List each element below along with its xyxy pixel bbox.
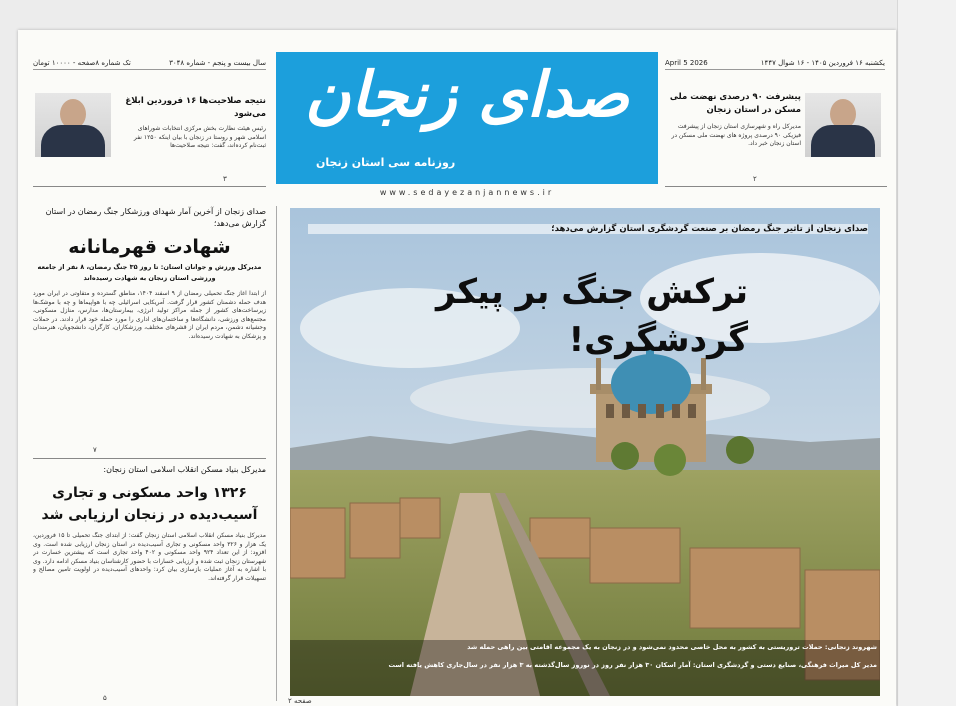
left-story-2 — [33, 464, 266, 704]
divider — [33, 186, 266, 187]
top-right-story — [665, 75, 887, 187]
story-page-ref: ۲ — [753, 175, 757, 183]
left-story-1 — [33, 206, 266, 456]
divider — [665, 186, 887, 187]
issue-number: سال بیست و پنجم - شماره ۳۰۴۸ — [169, 59, 266, 67]
tagline: روزنامه سی استان زنجان — [316, 156, 456, 169]
main-story-kicker: صدای زنجان از تاثیر جنگ رمضان بر صنعت گردشگری استان گزارش می‌دهد؛ — [308, 224, 868, 234]
story-page-ref: ۷ — [93, 446, 97, 454]
story-body: مدیرکل راه و شهرسازی استان زنجان از پیشرفت فیزیکی ۹۰ درصدی پروژه های نهضت ملی مسکن در استان زنجان خبر داد. — [671, 123, 801, 147]
column-divider — [276, 206, 277, 701]
story-body: مدیرکل بنیاد مسکن انقلاب اسلامی استان زنجان گفت: از ابتدای جنگ تحمیلی تا ۱۵ فروردین، یک هزار و ۳۲۶ واحد مسکونی و تجاری آسیب‌دیده در استان زنجان ارزیابی شده است. وی افزود: از این تعداد ۹۲۴ واحد مسکونی و ۴۰۲ واحد تجاری است که بیشترین خسارت در شهرستان زنجان ثبت شده و ارزیابی خسارات با حضور کارشناسان بنیاد مسکن ادامه دارد. وی با اشاره به آغاز عملیات بازسازی بیان کرد: واحدهای آسیب‌دیده در اولویت تامین مصالح و تسهیلات قرار گرفته‌اند. — [33, 532, 266, 582]
story-page-ref: ۳ — [223, 175, 227, 183]
main-story-caption-1: شهروند زنجانی: حملات تروریستی به کشور به محل خاصی محدود نمی‌شود و در زنجان به یک مجموعه اقامتی بین راهی حمله شد — [467, 643, 877, 651]
issue-info-bar — [33, 57, 266, 70]
story-body: رئیس هیئت نظارت بخش مرکزی انتخابات شوراهای اسلامی شهر و روستا در زنجان با بیان اینکه ۱۲۵۰ نفر ثبت‌نام کرده‌اند، گفت: نتیجه صلاحیت‌ها — [133, 125, 266, 149]
divider — [33, 458, 266, 459]
story-page-ref: ۵ — [103, 694, 107, 702]
date-persian: یکشنبه ۱۶ فروردین ۱۴۰۵ - ۱۶ شوال ۱۴۴۷ — [760, 59, 885, 67]
portrait-body — [811, 125, 875, 157]
story-kicker: مدیرکل بنیاد مسکن انقلاب اسلامی استان زنجان: — [103, 465, 266, 474]
story-headline: شهادت قهرمانانه — [68, 236, 231, 258]
story-body: از ابتدا آغاز جنگ تحمیلی رمضان از ۹ اسفند ۱۴۰۴، مناطق گسترده و متفاوتی در ایران مورد هدف حمله دشمنان کشور قرار گرفت. آمریکایی اسرائیلی چه با هواپیماها و چه با موشک‌ها زیرساخت‌های کشور از جمله مراکز تولید انرژی، بیمارستان‌ها، مدارس، منازل مسکونی، مجتمع‌های ورزشی، دانشگاه‌ها و ساختمان‌های اداری را مورد حمله خود قرار دادند. در حملات وحشیانه دشمن، مردم ایران از قشرهای مختلف، ورزشکاران، کارگران، دانشجویان، هنرمندان و پزشکان به شهادت رسیده‌اند. — [33, 290, 266, 340]
newspaper-logo: صدای زنجان — [304, 58, 630, 131]
story-title: پیشرفت ۹۰ درصدی نهضت ملی مسکن در استان زنجان — [669, 92, 801, 115]
story-portrait — [35, 93, 111, 157]
story-kicker: صدای زنجان از آخرین آمار شهدای ورزشکار جنگ رمضان در استان گزارش می‌دهد؛ — [45, 207, 266, 228]
story-headline: ۱۳۲۶ واحد مسکونی و تجاری آسیب‌دیده در زنجان ارزیابی شد — [41, 485, 258, 523]
viewer-side-strip — [897, 0, 956, 706]
date-bar — [665, 57, 885, 70]
main-story-page-ref: صفحه ۲ — [288, 697, 312, 705]
issue-price: تک شماره ۸صفحه - ۱۰۰۰۰ تومان — [33, 59, 131, 67]
date-latin: April 5 2026 — [665, 59, 708, 67]
main-story-headline: ترکش جنگ بر پیکر گردشگری! — [436, 272, 748, 360]
top-left-story — [33, 75, 266, 187]
story-title: نتیجه صلاحیت‌ها ۱۶ فروردین ابلاغ می‌شود — [125, 96, 266, 119]
masthead — [276, 52, 658, 184]
website-url: www.sedayezanjannews.ir — [379, 188, 555, 197]
newspaper-page — [18, 30, 896, 706]
story-lead: مدیرکل ورزش و جوانان استان: تا روز ۳۵ جنگ رمضان، ۸ نفر از جامعه ورزشی استان زنجان به شهادت رسیده‌اند — [37, 263, 262, 282]
story-portrait — [805, 93, 881, 157]
main-story-caption-2: مدیر کل میراث فرهنگی، صنایع دستی و گردشگری استان: آمار اسکان ۳۰ هزار نفر روز در نوروز سال‌گذشته به ۳ هزار نفر در سال‌جاری کاهش یافته است — [388, 661, 877, 669]
portrait-body — [41, 125, 105, 157]
